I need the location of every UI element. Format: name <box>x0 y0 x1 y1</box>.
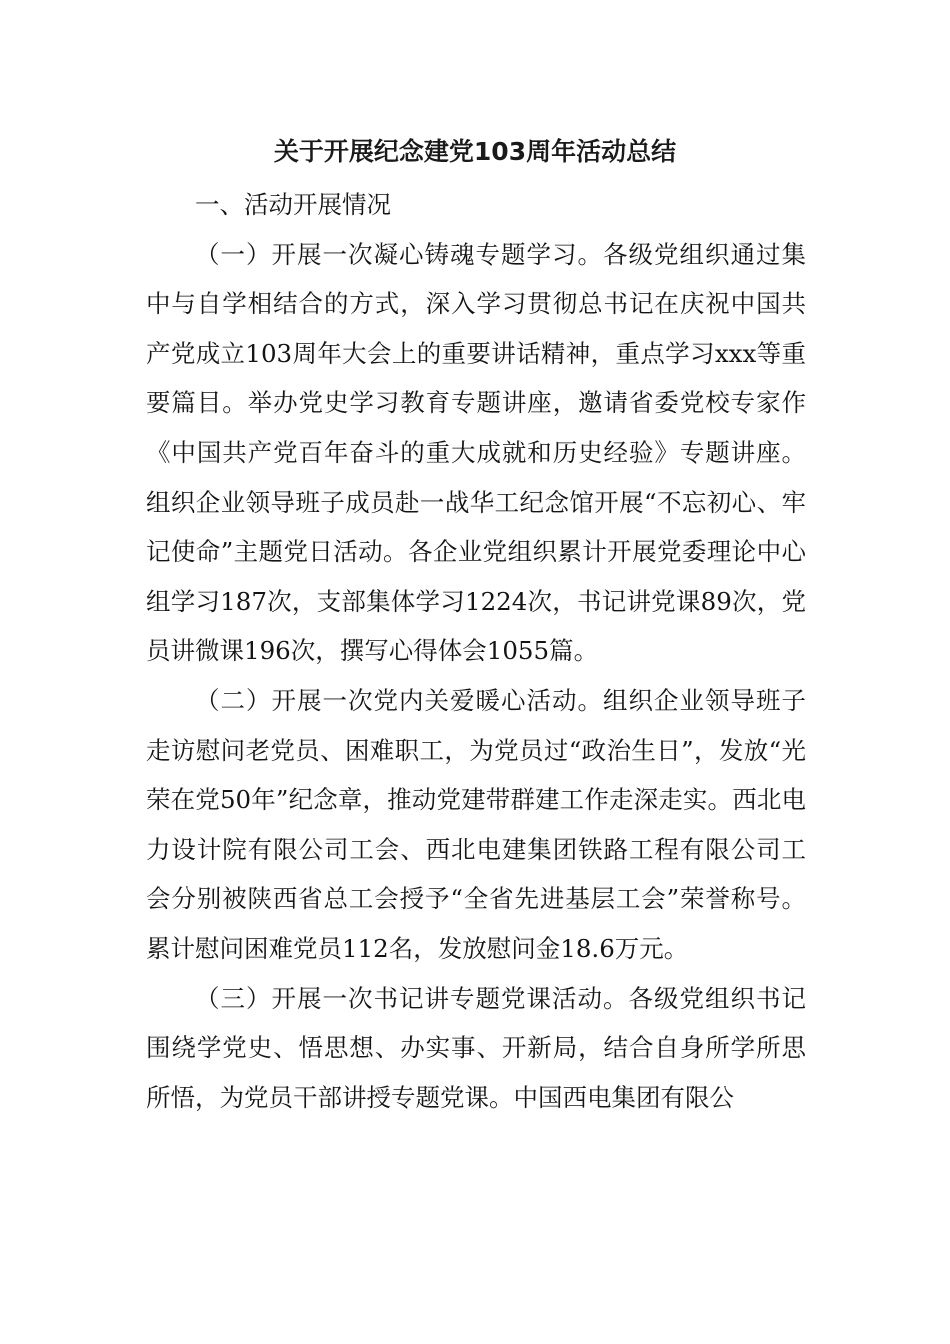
paragraph-2: （二）开展一次党内关爱暖心活动。组织企业领导班子走访慰问老党员、困难职工，为党员过“政治生日”，发放“光荣在党50年”纪念章，推动党建带群建工作走深走实。西北电力设计院有限公司工会、西北电建集团铁路工程有限公司工会分别被陕西省总工会授予“全省先进基层工会”荣誉称号。累计慰问困难党员112名，发放慰问金18.6万元。 <box>146 685 806 963</box>
paragraph-1: （一）开展一次凝心铸魂专题学习。各级党组织通过集中与自学相结合的方式，深入学习贯彻总书记在庆祝中国共产党成立103周年大会上的重要讲话精神，重点学习xxx等重要篇目。举办党史学习教育专题讲座，邀请省委党校专家作《中国共产党百年奋斗的重大成就和历史经验》专题讲座。组织企业领导班子成员赴一战华工纪念馆开展“不忘初心、牢记使命”主题党日活动。各企业党组织累计开展党委理论中心组学习187次，支部集体学习1224次，书记讲党课89次，党员讲微课196次，撰写心得体会1055篇。 <box>146 239 806 666</box>
document-body <box>146 180 806 1122</box>
document-title: 关于开展纪念建党103周年活动总结 <box>273 137 677 166</box>
section-heading: 一、活动开展情况 <box>195 190 391 219</box>
paragraph-3: （三）开展一次书记讲专题党课活动。各级党组织书记围绕学党史、悟思想、办实事、开新局，结合自身所学所思所悟，为党员干部讲授专题党课。中国西电集团有限公 <box>146 983 806 1112</box>
